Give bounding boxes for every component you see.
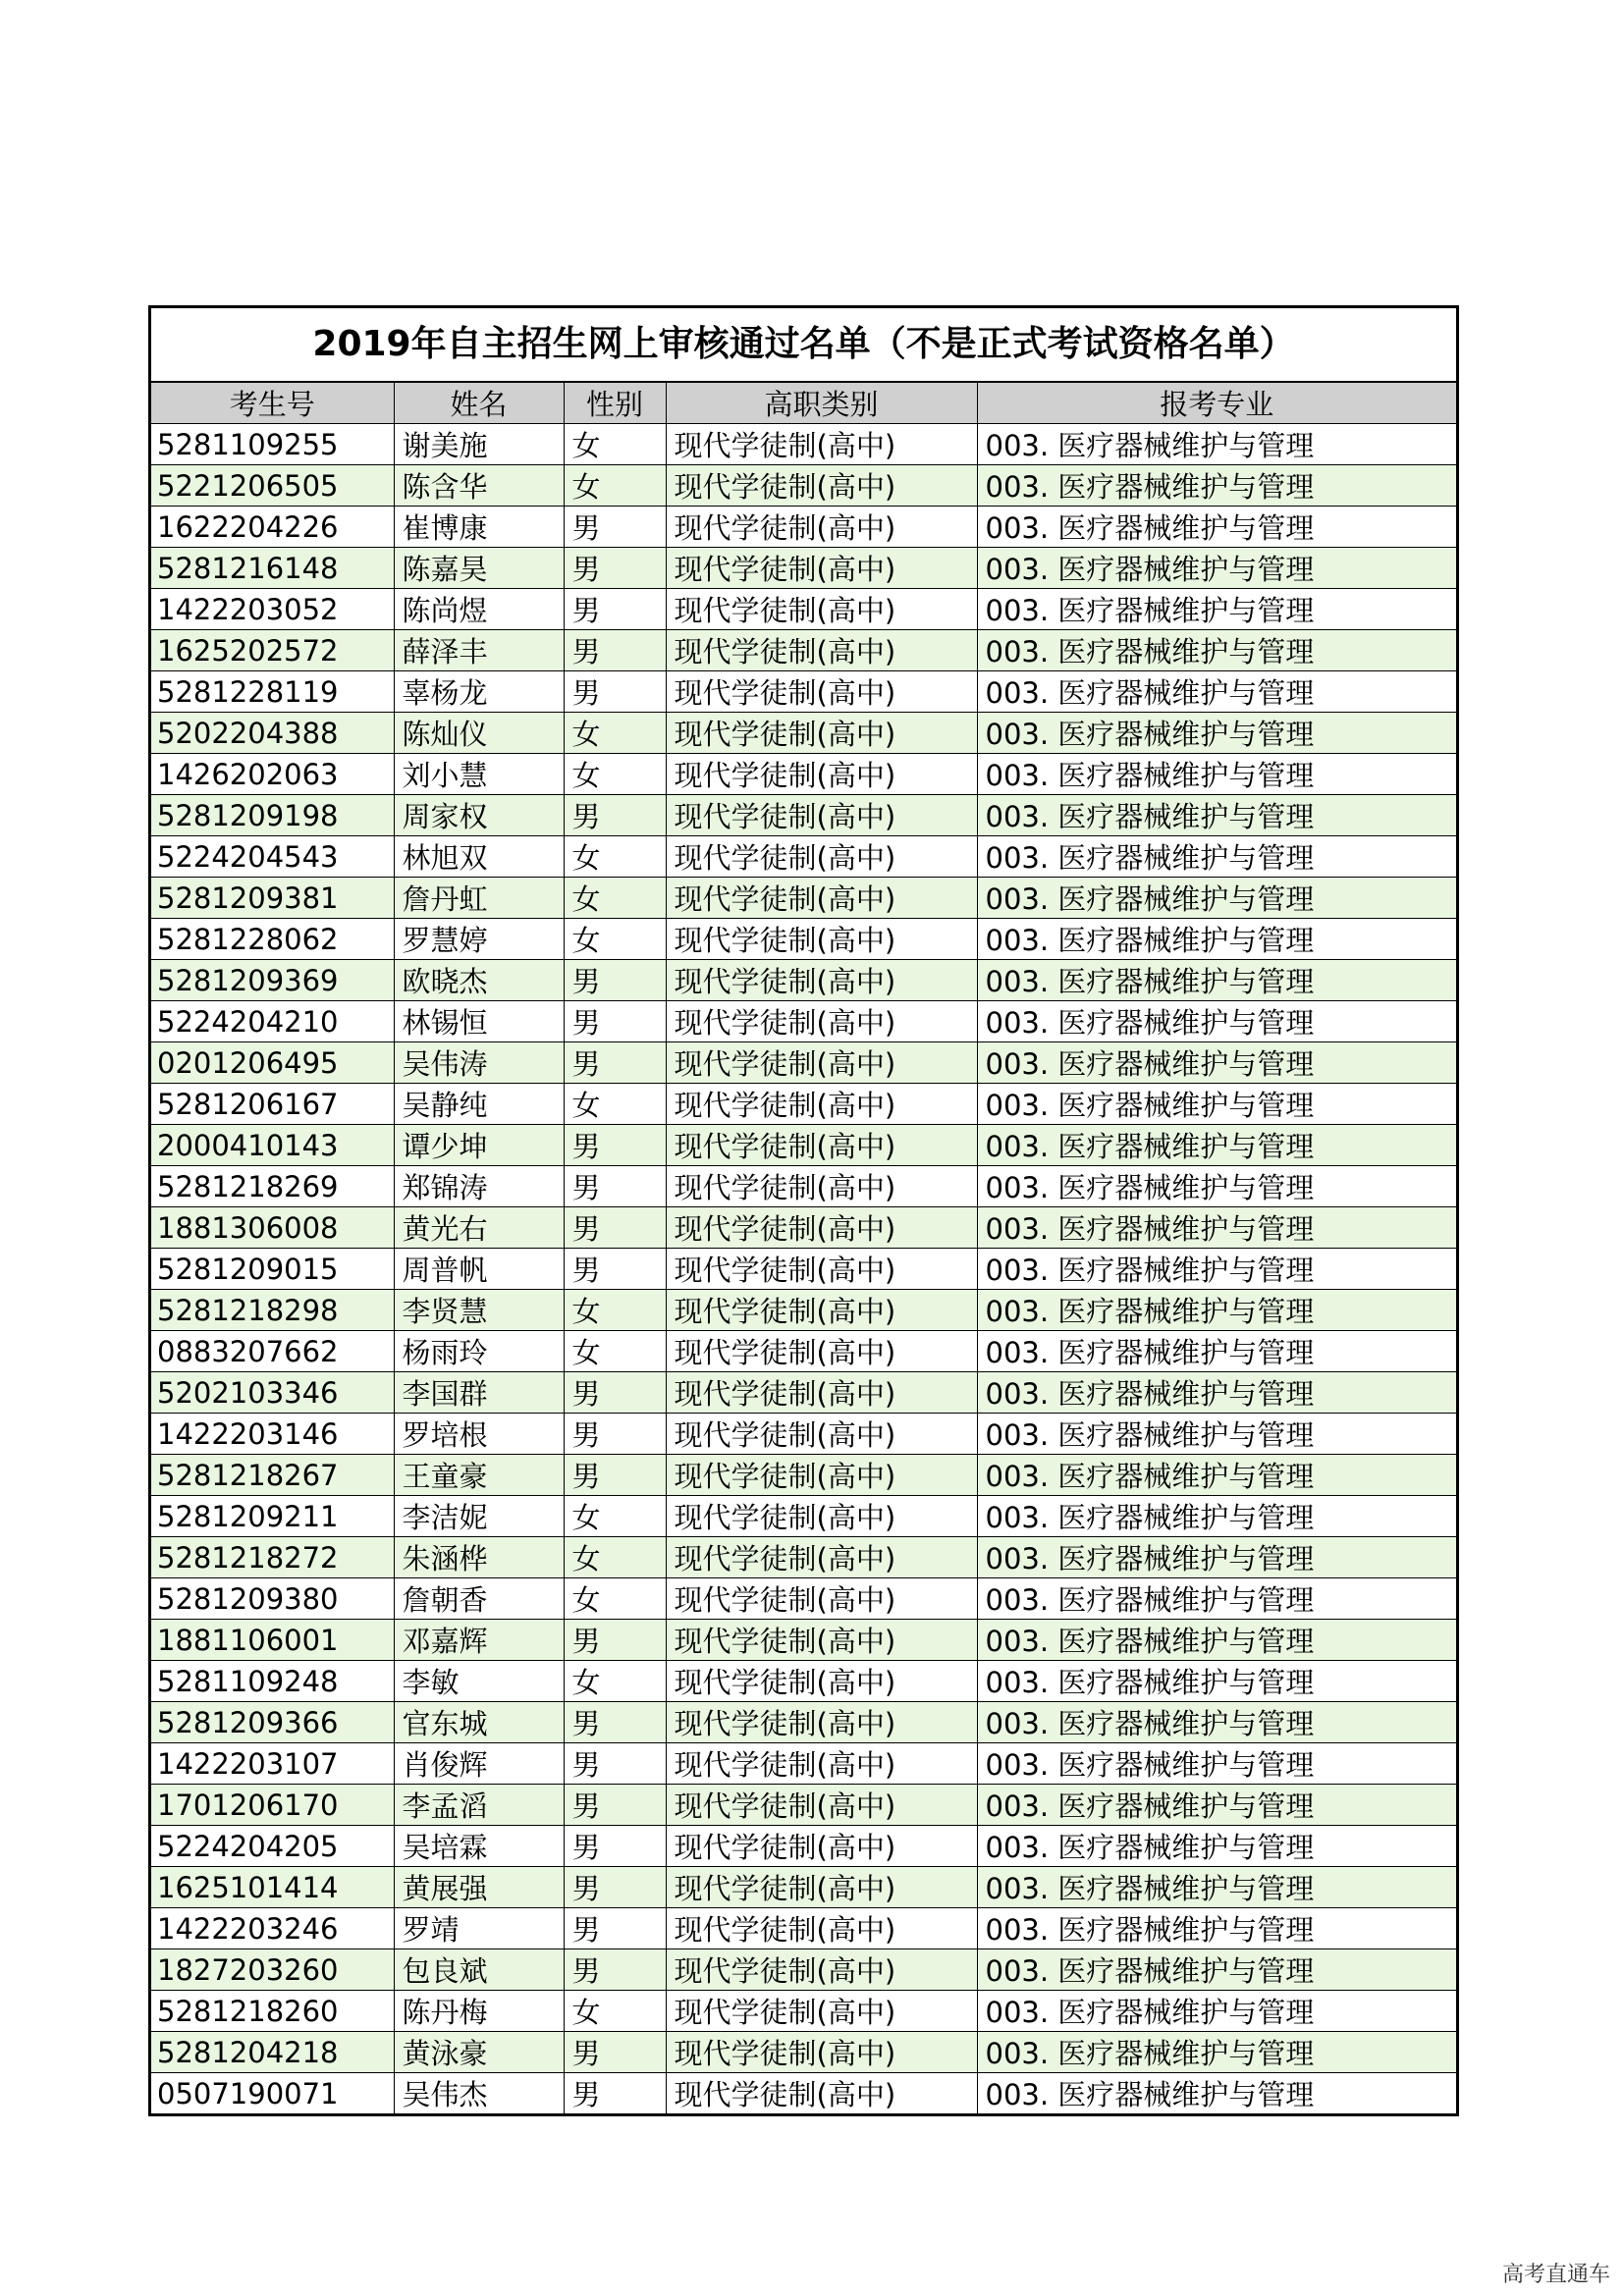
major-cell: 003. 医疗器械维护与管理 — [977, 1372, 1456, 1414]
exam-id-cell: 0507190071 — [151, 2073, 394, 2114]
exam-id-cell: 1422203146 — [151, 1414, 394, 1455]
major-cell: 003. 医疗器械维护与管理 — [977, 507, 1456, 548]
table-row — [151, 1249, 1456, 1290]
category-cell: 现代学徒制(高中) — [666, 1702, 977, 1743]
gender-cell: 女 — [564, 465, 666, 507]
name-cell: 李洁妮 — [394, 1496, 564, 1537]
name-cell: 周家权 — [394, 795, 564, 836]
major-cell: 003. 医疗器械维护与管理 — [977, 1949, 1456, 1991]
table-row — [151, 1826, 1456, 1867]
category-cell: 现代学徒制(高中) — [666, 1207, 977, 1249]
gender-cell: 男 — [564, 1949, 666, 1991]
table-row — [151, 1290, 1456, 1331]
name-cell: 陈含华 — [394, 465, 564, 507]
name-cell: 陈丹梅 — [394, 1991, 564, 2032]
category-cell: 现代学徒制(高中) — [666, 548, 977, 589]
category-cell: 现代学徒制(高中) — [666, 1908, 977, 1949]
gender-cell: 女 — [564, 1661, 666, 1702]
name-cell: 包良斌 — [394, 1949, 564, 1991]
table-row — [151, 1207, 1456, 1249]
category-cell: 现代学徒制(高中) — [666, 630, 977, 671]
category-cell: 现代学徒制(高中) — [666, 1372, 977, 1414]
table-row — [151, 836, 1456, 878]
header-row — [151, 383, 1456, 424]
exam-id-cell: 5281209015 — [151, 1249, 394, 1290]
major-cell: 003. 医疗器械维护与管理 — [977, 919, 1456, 960]
table-row — [151, 1661, 1456, 1702]
exam-id-cell: 0883207662 — [151, 1331, 394, 1372]
exam-id-cell: 5221206505 — [151, 465, 394, 507]
major-cell: 003. 医疗器械维护与管理 — [977, 630, 1456, 671]
major-cell: 003. 医疗器械维护与管理 — [977, 1867, 1456, 1908]
category-cell: 现代学徒制(高中) — [666, 671, 977, 713]
name-cell: 周普帆 — [394, 1249, 564, 1290]
category-cell: 现代学徒制(高中) — [666, 1042, 977, 1084]
major-cell: 003. 医疗器械维护与管理 — [977, 548, 1456, 589]
exam-id-cell: 1422203246 — [151, 1908, 394, 1949]
gender-cell: 男 — [564, 1207, 666, 1249]
table-row — [151, 1084, 1456, 1125]
table-row — [151, 1042, 1456, 1084]
category-cell: 现代学徒制(高中) — [666, 713, 977, 754]
major-cell: 003. 医疗器械维护与管理 — [977, 1331, 1456, 1372]
major-cell: 003. 医疗器械维护与管理 — [977, 795, 1456, 836]
exam-id-cell: 2000410143 — [151, 1125, 394, 1166]
major-cell: 003. 医疗器械维护与管理 — [977, 1702, 1456, 1743]
table-row — [151, 713, 1456, 754]
table-row — [151, 1702, 1456, 1743]
gender-cell: 男 — [564, 630, 666, 671]
exam-id-cell: 1625101414 — [151, 1867, 394, 1908]
exam-id-cell: 5281228062 — [151, 919, 394, 960]
category-cell: 现代学徒制(高中) — [666, 2032, 977, 2073]
name-cell: 林旭双 — [394, 836, 564, 878]
table-row — [151, 1743, 1456, 1785]
exam-id-cell: 5281218267 — [151, 1455, 394, 1496]
table-row — [151, 878, 1456, 919]
category-cell: 现代学徒制(高中) — [666, 1290, 977, 1331]
major-cell: 003. 医疗器械维护与管理 — [977, 589, 1456, 630]
major-cell: 003. 医疗器械维护与管理 — [977, 1826, 1456, 1867]
major-cell: 003. 医疗器械维护与管理 — [977, 1743, 1456, 1785]
gender-cell: 女 — [564, 878, 666, 919]
name-cell: 李国群 — [394, 1372, 564, 1414]
table-row — [151, 1991, 1456, 2032]
table-row — [151, 424, 1456, 465]
category-cell: 现代学徒制(高中) — [666, 836, 977, 878]
name-cell: 陈灿仪 — [394, 713, 564, 754]
gender-cell: 男 — [564, 1372, 666, 1414]
exam-id-cell: 5202103346 — [151, 1372, 394, 1414]
name-cell: 陈尚煜 — [394, 589, 564, 630]
category-cell: 现代学徒制(高中) — [666, 878, 977, 919]
name-cell: 罗培根 — [394, 1414, 564, 1455]
roster-sheet — [148, 305, 1459, 2116]
category-cell: 现代学徒制(高中) — [666, 424, 977, 465]
table-row — [151, 1125, 1456, 1166]
exam-id-cell: 5281218272 — [151, 1537, 394, 1578]
table-row — [151, 795, 1456, 836]
major-cell: 003. 医疗器械维护与管理 — [977, 754, 1456, 795]
exam-id-cell: 1622204226 — [151, 507, 394, 548]
major-cell: 003. 医疗器械维护与管理 — [977, 1084, 1456, 1125]
gender-cell: 男 — [564, 2032, 666, 2073]
exam-id-cell: 5281209211 — [151, 1496, 394, 1537]
exam-id-cell: 1827203260 — [151, 1949, 394, 1991]
table-row — [151, 1908, 1456, 1949]
table-row — [151, 1496, 1456, 1537]
major-cell: 003. 医疗器械维护与管理 — [977, 878, 1456, 919]
name-cell: 朱涵桦 — [394, 1537, 564, 1578]
major-cell: 003. 医疗器械维护与管理 — [977, 1249, 1456, 1290]
table-row — [151, 754, 1456, 795]
major-cell: 003. 医疗器械维护与管理 — [977, 1125, 1456, 1166]
category-cell: 现代学徒制(高中) — [666, 465, 977, 507]
exam-id-cell: 0201206495 — [151, 1042, 394, 1084]
category-cell: 现代学徒制(高中) — [666, 2073, 977, 2114]
gender-cell: 男 — [564, 1702, 666, 1743]
name-cell: 杨雨玲 — [394, 1331, 564, 1372]
gender-cell: 男 — [564, 1785, 666, 1826]
exam-id-cell: 5281209366 — [151, 1702, 394, 1743]
category-cell: 现代学徒制(高中) — [666, 1414, 977, 1455]
major-cell: 003. 医疗器械维护与管理 — [977, 1537, 1456, 1578]
category-cell: 现代学徒制(高中) — [666, 1084, 977, 1125]
major-cell: 003. 医疗器械维护与管理 — [977, 2032, 1456, 2073]
exam-id-cell: 5224204205 — [151, 1826, 394, 1867]
name-cell: 薛泽丰 — [394, 630, 564, 671]
exam-id-cell: 5281218269 — [151, 1166, 394, 1207]
major-cell: 003. 医疗器械维护与管理 — [977, 1290, 1456, 1331]
major-cell: 003. 医疗器械维护与管理 — [977, 1001, 1456, 1042]
exam-id-cell: 5281209380 — [151, 1578, 394, 1620]
name-cell: 黄光右 — [394, 1207, 564, 1249]
major-cell: 003. 医疗器械维护与管理 — [977, 836, 1456, 878]
exam-id-cell: 1881306008 — [151, 1207, 394, 1249]
exam-id-cell: 5281204218 — [151, 2032, 394, 2073]
category-cell: 现代学徒制(高中) — [666, 1001, 977, 1042]
category-cell: 现代学徒制(高中) — [666, 1578, 977, 1620]
category-cell: 现代学徒制(高中) — [666, 1537, 977, 1578]
exam-id-cell: 5281228119 — [151, 671, 394, 713]
table-row — [151, 1949, 1456, 1991]
page-title: 2019年自主招生网上审核通过名单（不是正式考试资格名单） — [151, 308, 1456, 383]
gender-cell: 女 — [564, 836, 666, 878]
name-cell: 邓嘉辉 — [394, 1620, 564, 1661]
name-cell: 黄展强 — [394, 1867, 564, 1908]
category-cell: 现代学徒制(高中) — [666, 1785, 977, 1826]
category-cell: 现代学徒制(高中) — [666, 1949, 977, 1991]
exam-id-cell: 5281216148 — [151, 548, 394, 589]
name-cell: 吴静纯 — [394, 1084, 564, 1125]
table-row — [151, 589, 1456, 630]
table-row — [151, 960, 1456, 1001]
name-cell: 李贤慧 — [394, 1290, 564, 1331]
table-row — [151, 1620, 1456, 1661]
category-cell: 现代学徒制(高中) — [666, 1743, 977, 1785]
exam-id-cell: 5202204388 — [151, 713, 394, 754]
category-cell: 现代学徒制(高中) — [666, 589, 977, 630]
exam-id-cell: 5281109255 — [151, 424, 394, 465]
major-cell: 003. 医疗器械维护与管理 — [977, 424, 1456, 465]
name-cell: 崔博康 — [394, 507, 564, 548]
name-cell: 官东城 — [394, 1702, 564, 1743]
gender-cell: 女 — [564, 713, 666, 754]
gender-cell: 女 — [564, 1084, 666, 1125]
gender-cell: 男 — [564, 1001, 666, 1042]
table-row — [151, 1537, 1456, 1578]
category-cell: 现代学徒制(高中) — [666, 1661, 977, 1702]
exam-id-cell: 1422203107 — [151, 1743, 394, 1785]
name-cell: 吴伟杰 — [394, 2073, 564, 2114]
exam-id-cell: 5224204210 — [151, 1001, 394, 1042]
category-cell: 现代学徒制(高中) — [666, 1455, 977, 1496]
table-row — [151, 465, 1456, 507]
table-row — [151, 2073, 1456, 2114]
column-header-name: 姓名 — [394, 383, 564, 424]
gender-cell: 男 — [564, 1042, 666, 1084]
gender-cell: 男 — [564, 1414, 666, 1455]
major-cell: 003. 医疗器械维护与管理 — [977, 1661, 1456, 1702]
major-cell: 003. 医疗器械维护与管理 — [977, 465, 1456, 507]
name-cell: 罗靖 — [394, 1908, 564, 1949]
table-row — [151, 630, 1456, 671]
name-cell: 罗慧婷 — [394, 919, 564, 960]
major-cell: 003. 医疗器械维护与管理 — [977, 2073, 1456, 2114]
gender-cell: 男 — [564, 795, 666, 836]
table-row — [151, 919, 1456, 960]
gender-cell: 男 — [564, 1867, 666, 1908]
name-cell: 詹丹虹 — [394, 878, 564, 919]
major-cell: 003. 医疗器械维护与管理 — [977, 1991, 1456, 2032]
exam-id-cell: 5281209369 — [151, 960, 394, 1001]
category-cell: 现代学徒制(高中) — [666, 1249, 977, 1290]
exam-id-cell: 5281209381 — [151, 878, 394, 919]
name-cell: 李孟滔 — [394, 1785, 564, 1826]
major-cell: 003. 医疗器械维护与管理 — [977, 1620, 1456, 1661]
category-cell: 现代学徒制(高中) — [666, 754, 977, 795]
roster-table — [151, 383, 1456, 2113]
table-row — [151, 1578, 1456, 1620]
exam-id-cell: 5281109248 — [151, 1661, 394, 1702]
category-cell: 现代学徒制(高中) — [666, 1496, 977, 1537]
exam-id-cell: 5281206167 — [151, 1084, 394, 1125]
exam-id-cell: 5281209198 — [151, 795, 394, 836]
gender-cell: 女 — [564, 919, 666, 960]
category-cell: 现代学徒制(高中) — [666, 795, 977, 836]
column-header-exam-id: 考生号 — [151, 383, 394, 424]
exam-id-cell: 1881106001 — [151, 1620, 394, 1661]
gender-cell: 女 — [564, 1331, 666, 1372]
category-cell: 现代学徒制(高中) — [666, 1867, 977, 1908]
major-cell: 003. 医疗器械维护与管理 — [977, 1166, 1456, 1207]
name-cell: 谭少坤 — [394, 1125, 564, 1166]
major-cell: 003. 医疗器械维护与管理 — [977, 1042, 1456, 1084]
name-cell: 欧晓杰 — [394, 960, 564, 1001]
category-cell: 现代学徒制(高中) — [666, 1991, 977, 2032]
gender-cell: 男 — [564, 960, 666, 1001]
gender-cell: 女 — [564, 1578, 666, 1620]
table-row — [151, 1785, 1456, 1826]
table-row — [151, 1414, 1456, 1455]
exam-id-cell: 5281218298 — [151, 1290, 394, 1331]
gender-cell: 男 — [564, 1125, 666, 1166]
major-cell: 003. 医疗器械维护与管理 — [977, 960, 1456, 1001]
name-cell: 黄泳豪 — [394, 2032, 564, 2073]
name-cell: 谢美施 — [394, 424, 564, 465]
major-cell: 003. 医疗器械维护与管理 — [977, 1207, 1456, 1249]
column-header-gender: 性别 — [564, 383, 666, 424]
name-cell: 陈嘉昊 — [394, 548, 564, 589]
table-row — [151, 507, 1456, 548]
major-cell: 003. 医疗器械维护与管理 — [977, 1496, 1456, 1537]
exam-id-cell: 1422203052 — [151, 589, 394, 630]
gender-cell: 女 — [564, 754, 666, 795]
name-cell: 辜杨龙 — [394, 671, 564, 713]
major-cell: 003. 医疗器械维护与管理 — [977, 1578, 1456, 1620]
gender-cell: 男 — [564, 2073, 666, 2114]
table-row — [151, 1867, 1456, 1908]
column-header-category: 高职类别 — [666, 383, 977, 424]
name-cell: 吴伟涛 — [394, 1042, 564, 1084]
gender-cell: 男 — [564, 671, 666, 713]
gender-cell: 男 — [564, 1826, 666, 1867]
gender-cell: 女 — [564, 1496, 666, 1537]
category-cell: 现代学徒制(高中) — [666, 507, 977, 548]
major-cell: 003. 医疗器械维护与管理 — [977, 671, 1456, 713]
category-cell: 现代学徒制(高中) — [666, 919, 977, 960]
table-row — [151, 671, 1456, 713]
category-cell: 现代学徒制(高中) — [666, 1826, 977, 1867]
gender-cell: 女 — [564, 1290, 666, 1331]
gender-cell: 男 — [564, 1908, 666, 1949]
roster-body — [151, 424, 1456, 2114]
gender-cell: 男 — [564, 1249, 666, 1290]
gender-cell: 女 — [564, 424, 666, 465]
name-cell: 肖俊辉 — [394, 1743, 564, 1785]
table-row — [151, 548, 1456, 589]
name-cell: 詹朝香 — [394, 1578, 564, 1620]
table-row — [151, 1331, 1456, 1372]
major-cell: 003. 医疗器械维护与管理 — [977, 1908, 1456, 1949]
category-cell: 现代学徒制(高中) — [666, 960, 977, 1001]
table-row — [151, 1372, 1456, 1414]
gender-cell: 男 — [564, 1166, 666, 1207]
exam-id-cell: 1701206170 — [151, 1785, 394, 1826]
gender-cell: 男 — [564, 1743, 666, 1785]
name-cell: 郑锦涛 — [394, 1166, 564, 1207]
column-header-major: 报考专业 — [977, 383, 1456, 424]
gender-cell: 男 — [564, 548, 666, 589]
exam-id-cell: 1426202063 — [151, 754, 394, 795]
exam-id-cell: 5281218260 — [151, 1991, 394, 2032]
gender-cell: 男 — [564, 589, 666, 630]
exam-id-cell: 1625202572 — [151, 630, 394, 671]
gender-cell: 男 — [564, 1620, 666, 1661]
table-row — [151, 2032, 1456, 2073]
category-cell: 现代学徒制(高中) — [666, 1125, 977, 1166]
gender-cell: 女 — [564, 1537, 666, 1578]
name-cell: 林锡恒 — [394, 1001, 564, 1042]
gender-cell: 女 — [564, 1991, 666, 2032]
table-row — [151, 1001, 1456, 1042]
table-row — [151, 1166, 1456, 1207]
name-cell: 刘小慧 — [394, 754, 564, 795]
major-cell: 003. 医疗器械维护与管理 — [977, 1414, 1456, 1455]
name-cell: 王童豪 — [394, 1455, 564, 1496]
major-cell: 003. 医疗器械维护与管理 — [977, 713, 1456, 754]
gender-cell: 男 — [564, 1455, 666, 1496]
watermark: 高考直通车 — [1501, 2263, 1610, 2287]
name-cell: 吴培霖 — [394, 1826, 564, 1867]
name-cell: 李敏 — [394, 1661, 564, 1702]
category-cell: 现代学徒制(高中) — [666, 1331, 977, 1372]
exam-id-cell: 5224204543 — [151, 836, 394, 878]
major-cell: 003. 医疗器械维护与管理 — [977, 1455, 1456, 1496]
category-cell: 现代学徒制(高中) — [666, 1166, 977, 1207]
major-cell: 003. 医疗器械维护与管理 — [977, 1785, 1456, 1826]
category-cell: 现代学徒制(高中) — [666, 1620, 977, 1661]
table-row — [151, 1455, 1456, 1496]
gender-cell: 男 — [564, 507, 666, 548]
